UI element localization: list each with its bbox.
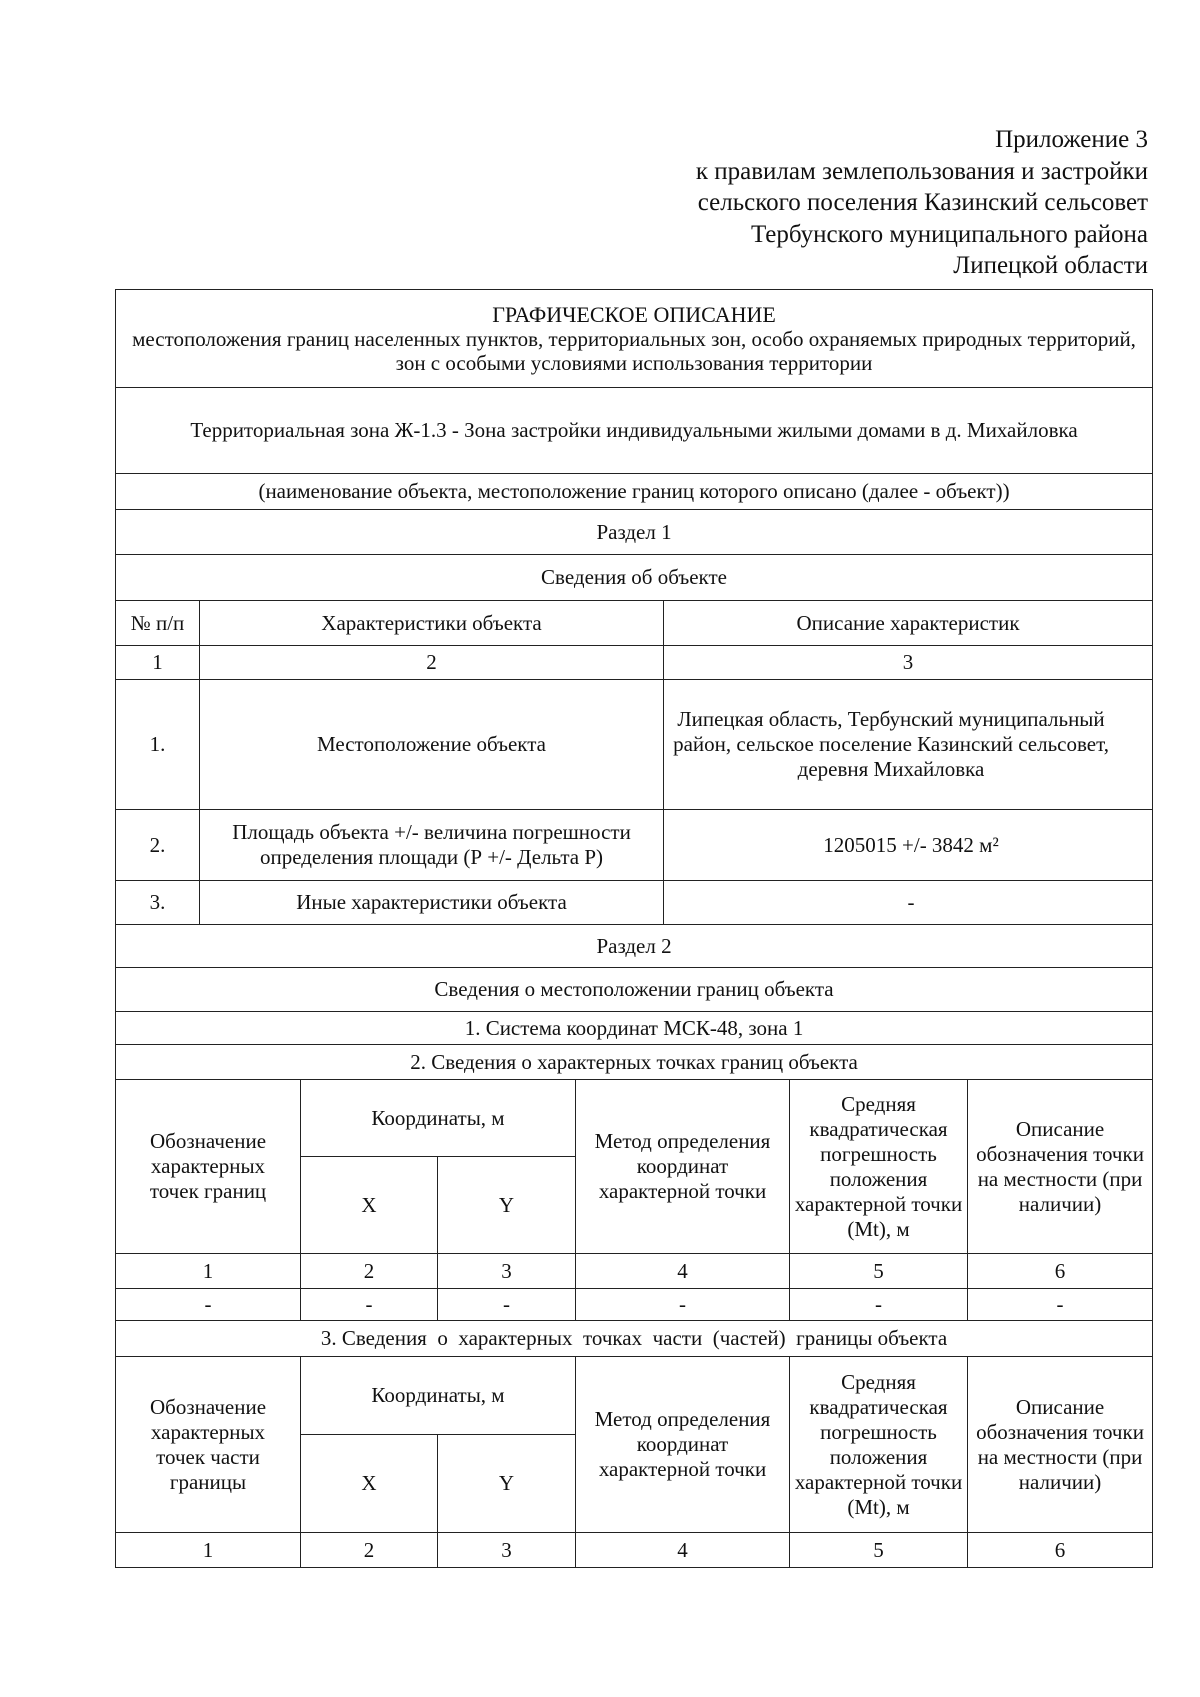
col-header-y: Y	[438, 1157, 576, 1254]
col-header-characteristic: Характеристики объекта	[200, 601, 664, 646]
object-name: Территориальная зона Ж-1.3 - Зона застройки индивидуальными жилыми домами в д. Михайловка	[116, 388, 1153, 474]
section1-subheading: Сведения об объекте	[116, 555, 1153, 601]
row-name: Иные характеристики объекта	[200, 881, 664, 925]
table-cell: -	[576, 1289, 790, 1321]
col-number: 5	[790, 1533, 968, 1568]
col-number: 3	[438, 1254, 576, 1289]
row-number: 1.	[116, 680, 200, 810]
table-cell: -	[301, 1289, 438, 1321]
col-header-description: Описание характеристик	[664, 601, 1153, 646]
table-row	[116, 680, 1153, 810]
row-value: 1205015 +/- 3842 м²	[664, 810, 1153, 881]
col-number: 5	[790, 1254, 968, 1289]
col-number: 2	[301, 1254, 438, 1289]
table-cell: -	[116, 1289, 301, 1321]
col-number: 1	[116, 1254, 301, 1289]
points-heading: 2. Сведения о характерных точках границ объекта	[116, 1045, 1153, 1080]
graphic-description-table	[115, 289, 1153, 1568]
col-header-point-description: Описание обозначения точки на местности (при наличии)	[968, 1357, 1153, 1533]
col-header-y: Y	[438, 1435, 576, 1533]
document-title: ГРАФИЧЕСКОЕ ОПИСАНИЕ	[492, 301, 776, 327]
table-row	[116, 881, 1153, 925]
col-header-point-description: Описание обозначения точки на местности (при наличии)	[968, 1080, 1153, 1254]
col-number: 6	[968, 1254, 1153, 1289]
col-number: 3	[438, 1533, 576, 1568]
coord-system: 1. Система координат МСК-48, зона 1	[116, 1012, 1153, 1045]
col-header-x: X	[301, 1157, 438, 1254]
table-cell: -	[790, 1289, 968, 1321]
object-caption: (наименование объекта, местоположение границ которого описано (далее - объект))	[116, 474, 1153, 510]
document-subtitle: местоположения границ населенных пунктов, территориальных зон, особо охраняемых природных территорий, зон с особыми условиями использования территории	[132, 326, 1136, 375]
row-name: Местоположение объекта	[200, 680, 664, 810]
table-row	[116, 810, 1153, 881]
col-header-num: № п/п	[116, 601, 200, 646]
header-line: Приложение 3	[995, 126, 1148, 153]
col-number: 1	[116, 1533, 301, 1568]
header-line: к правилам землепользования и застройки	[695, 157, 1148, 185]
col-number: 4	[576, 1533, 790, 1568]
section1-heading: Раздел 1	[116, 510, 1153, 555]
table-row	[116, 1289, 1153, 1321]
col-header-method: Метод определения координат характерной точки	[576, 1080, 790, 1254]
table-cell: -	[968, 1289, 1153, 1321]
col-number: 1	[116, 646, 200, 680]
col-header-designation: Обозначение характерных точек части границы	[116, 1357, 301, 1533]
row-value: Липецкая область, Тербунский муниципальный район, сельское поселение Казинский сельсовет, деревня Михайловка	[664, 680, 1153, 810]
parts-heading: 3. Сведения о характерных точках части (частей) границы объекта	[116, 1321, 1153, 1357]
row-number: 2.	[116, 810, 200, 881]
col-header-error: Средняя квадратическая погрешность положения характерной точки (Mt), м	[790, 1080, 968, 1254]
row-number: 3.	[116, 881, 200, 925]
section2-subheading: Сведения о местоположении границ объекта	[116, 968, 1153, 1012]
col-number: 3	[664, 646, 1153, 680]
header-line: Тербунского муниципального района	[750, 220, 1148, 248]
col-header-coords: Координаты, м	[301, 1080, 576, 1157]
col-number: 6	[968, 1533, 1153, 1568]
document-header	[448, 124, 1148, 282]
col-header-coords: Координаты, м	[301, 1357, 576, 1435]
col-header-error: Средняя квадратическая погрешность положения характерной точки (Mt), м	[790, 1357, 968, 1533]
section2-heading: Раздел 2	[116, 925, 1153, 968]
title-cell	[116, 290, 1153, 388]
header-line: Липецкой области	[953, 252, 1148, 279]
col-header-x: X	[301, 1435, 438, 1533]
col-number: 4	[576, 1254, 790, 1289]
col-header-method: Метод определения координат характерной точки	[576, 1357, 790, 1533]
table-cell: -	[438, 1289, 576, 1321]
col-number: 2	[301, 1533, 438, 1568]
col-header-designation: Обозначение характерных точек границ	[116, 1080, 301, 1254]
col-number: 2	[200, 646, 664, 680]
header-line: сельского поселения Казинский сельсовет	[697, 189, 1148, 216]
row-name: Площадь объекта +/- величина погрешности определения площади (Р +/- Дельта Р)	[200, 810, 664, 881]
row-value: -	[664, 881, 1153, 925]
